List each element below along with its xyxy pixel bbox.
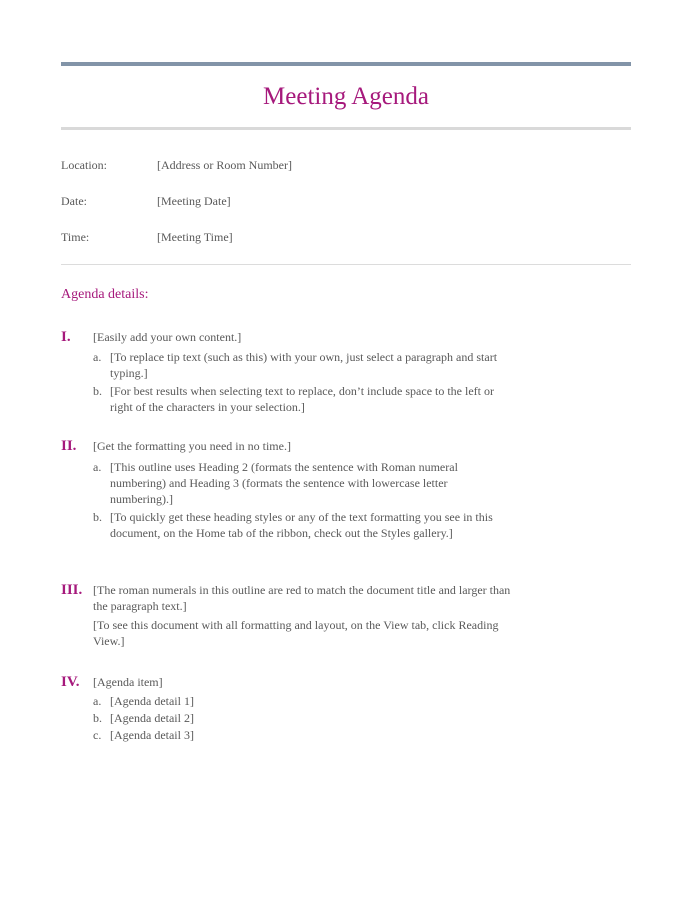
info-label: Location: (61, 158, 107, 172)
list-letter: c. (93, 728, 102, 742)
list-item (93, 509, 511, 541)
sub-list (93, 349, 511, 417)
list-text: [This outline uses Heading 2 (formats the sentence with Roman numeral numbering) and Heading 3 (formats the sentence with lowercase letter numbering).] (110, 460, 458, 506)
list-text: [Agenda detail 1] (110, 694, 194, 708)
list-text: [To quickly get these heading styles or any of the text formatting you see in this document, on the Home tab of the ribbon, check out the Styles gallery.] (110, 510, 493, 540)
list-item (93, 349, 511, 381)
info-rule (61, 264, 631, 265)
title-rule (61, 127, 631, 130)
section-paragraph: [To see this document with all formatting and layout, on the View tab, click Reading View.] (93, 618, 499, 648)
list-item (93, 727, 511, 743)
list-item (93, 693, 511, 709)
section-heading: [The roman numerals in this outline are red to match the document title and larger than the paragraph text.] (93, 583, 511, 613)
list-item (93, 383, 511, 415)
info-value: [Address or Room Number] (157, 158, 292, 172)
list-text: [For best results when selecting text to replace, don’t include space to the left or right of the characters in your selection.] (110, 384, 494, 414)
section-numeral: II. (61, 438, 77, 454)
info-row-location (61, 156, 631, 174)
agenda-details-heading: Agenda details: (61, 287, 149, 302)
section-heading: [Get the formatting you need in no time.] (93, 439, 291, 453)
info-label: Time: (61, 230, 90, 244)
document-title: Meeting Agenda (263, 83, 429, 110)
section-numeral: III. (61, 582, 83, 598)
sub-list (93, 693, 511, 744)
list-letter: b. (93, 711, 102, 725)
list-letter: b. (93, 510, 102, 524)
info-value: [Meeting Date] (157, 194, 231, 208)
list-text: [Agenda detail 2] (110, 711, 194, 725)
list-letter: a. (93, 694, 102, 708)
info-row-date (61, 192, 631, 210)
list-item (93, 459, 511, 507)
list-letter: a. (93, 350, 102, 364)
list-text: [Agenda detail 3] (110, 728, 194, 742)
section-heading: [Easily add your own content.] (93, 330, 242, 344)
list-letter: b. (93, 384, 102, 398)
top-rule (61, 62, 631, 66)
section-numeral: I. (61, 329, 71, 345)
info-row-time (61, 228, 631, 246)
info-label: Date: (61, 194, 87, 208)
sub-list (93, 459, 511, 543)
section-heading: [Agenda item] (93, 675, 163, 689)
section-numeral: IV. (61, 674, 80, 690)
list-text: [To replace tip text (such as this) with your own, just select a paragraph and start typing.] (110, 350, 498, 380)
info-value: [Meeting Time] (157, 230, 233, 244)
list-item (93, 710, 511, 726)
list-letter: a. (93, 460, 102, 474)
